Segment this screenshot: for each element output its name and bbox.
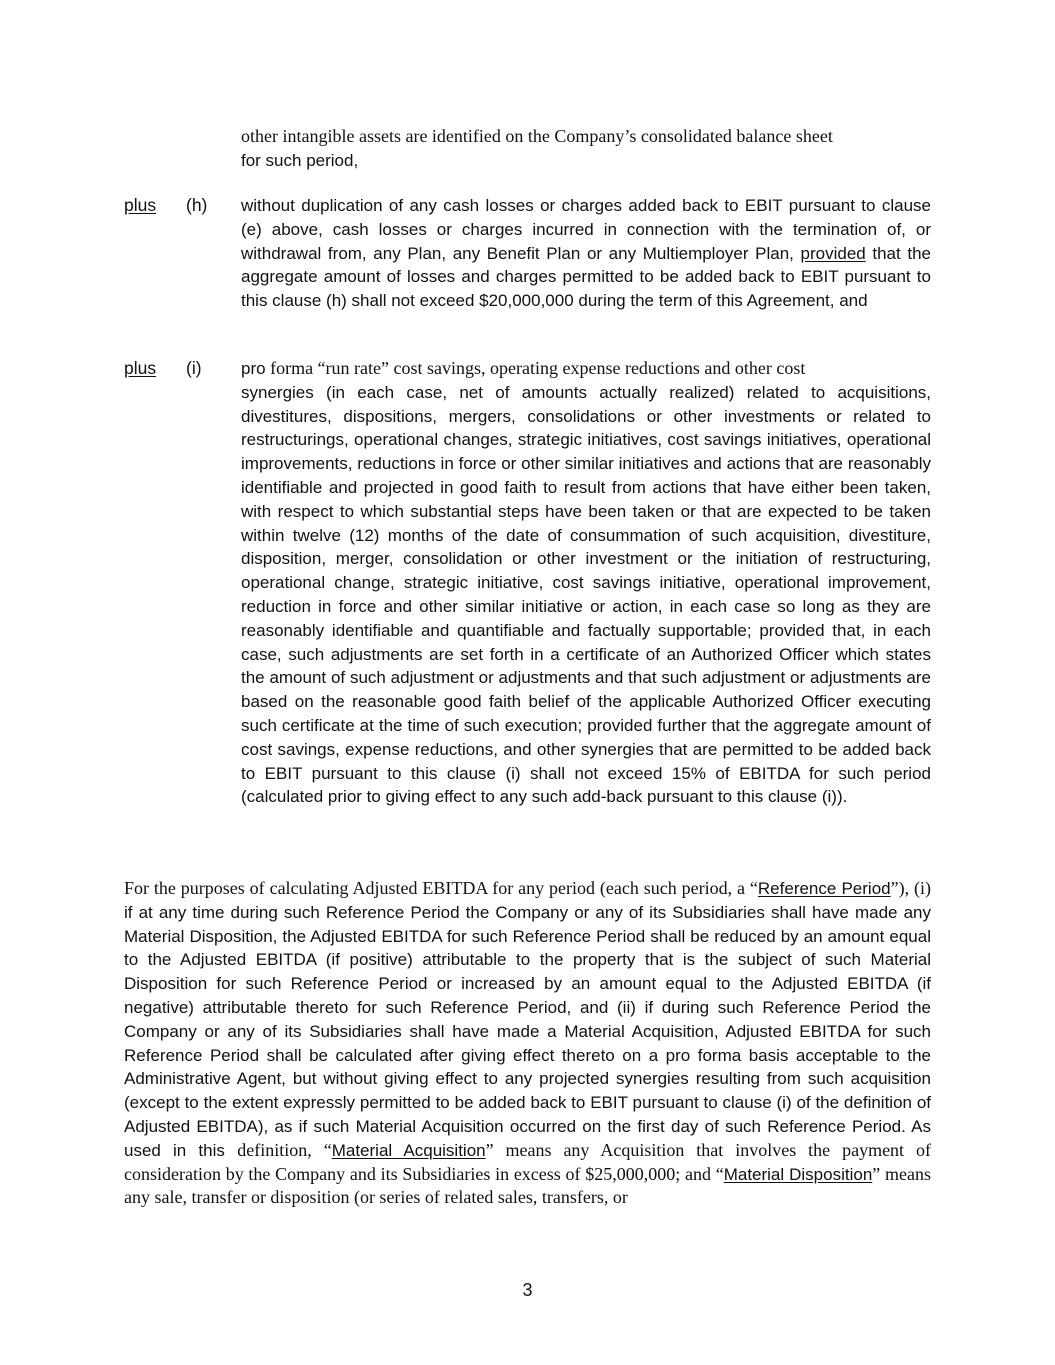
final-s2: ”), (i) (890, 878, 931, 898)
item-h-text-b: that the aggregate amount of losses and charges permitted to be added back to EBIT pursuant to this clause (h) shall not exceed $20,000,000 during the term of this Agreement, and (241, 243, 931, 311)
item-i-lead-serif: forma “run rate” cost savings, operating expense reductions and other cost (265, 358, 806, 378)
item-i-prefix: plus (124, 358, 157, 378)
material-disposition-term: Material Disposition (723, 1164, 873, 1184)
item-i-lead-sans: pro (241, 359, 266, 378)
continuation-serif-text: other intangible assets are identified on the Company’s consolidated balance sheet (241, 126, 833, 146)
final-s4: definition, “ (237, 1139, 332, 1160)
reference-period-paragraph (124, 877, 931, 1210)
reference-period-term: Reference Period (757, 879, 891, 898)
item-i-letter: (i) (186, 358, 202, 378)
continuation-paragraph (241, 125, 931, 173)
page-number: 3 (522, 1280, 533, 1300)
material-acquisition-term: Material Acquisition (331, 1140, 486, 1160)
item-h-letter: (h) (186, 195, 208, 215)
final-s3: if at any time during such Reference Period the Company or any of its Subsidiaries shall have made any Material Disposition, the Adjusted EBITDA for such Reference Period shall be reduced by an amount equal to the Adjusted EBITDA (if positive) attributable to the property that is the subject of such Material Disposition for such Reference Period or increased by an amount equal to the Adjusted EBITDA (if negative) attributable thereto for such Reference Period, and (ii) if during such Reference Period the Company or any of its Subsidiaries shall have made a Material Acquisition, Adjusted EBITDA for such Reference Period shall be calculated after giving effect thereto on a pro forma basis acceptable to the Administrative Agent, but without giving effect to any projected synergies resulting from such acquisition (except to the extent expressly permitted to be added back to EBIT pursuant to clause (i) of the definition of Adjusted EBITDA), as if such Material Acquisition occurred on the first day of such Reference Period. As used in this (124, 902, 931, 1160)
item-h-provided: provided (800, 243, 866, 263)
final-s1: For the purposes of calculating Adjusted EBITDA for any period (each such period, a “ (124, 878, 758, 898)
item-h-paragraph (241, 194, 931, 313)
item-i-paragraph (241, 357, 931, 809)
continuation-sans-text: for such period, (241, 150, 359, 170)
item-h-text-a: without duplication of any cash losses or charges added back to EBIT pursuant to clause (e) above, cash losses or charges incurred in connection with the termination of, or withdrawal from, any Plan, any Benefit Plan or any Multiemployer Plan, (241, 196, 931, 263)
item-i-text: synergies (in each case, net of amounts actually realized) related to acquisitions, divestitures, dispositions, mergers, consolidations or other investments or related to restructurings, operational changes, strategic initiatives, cost savings initiatives, operational improvements, reductions in force or other similar initiatives and actions that are reasonably identifiable and projected in good faith to result from actions that have either been taken, with respect to which substantial steps have been taken or that are expected to be taken within twelve (12) months of the date of consummation of such acquisition, divestiture, disposition, merger, consolidation or other investment or the initiation of restructuring, operational change, strategic initiative, cost savings initiative, operational improvement, reduction in force and other similar initiative or action, in each case so long as they are reasonably identifiable and quantifiable and factually supportable; provided that, in each case, such adjustments are set forth in a certificate of an Authorized Officer which states the amount of such adjustment or adjustments and that such adjustment or adjustments are based on the reasonable good faith belief of the applicable Authorized Officer executing such certificate at the time of such execution; provided further that the aggregate amount of cost savings, expense reductions, and other synergies that are permitted to be added back to EBIT pursuant to this clause (i) shall not exceed 15% of EBITDA for such period (calculated prior to giving effect to any such add-back pursuant to this clause (i)). (241, 382, 931, 807)
final-s5: ” means any Acquisition that involves the payment of consideration by the Company and its Subsidiaries in excess of $25,000,000; and “ (124, 1139, 931, 1184)
final-s6: ” means any sale, transfer or disposition (or series of related sales, transfers, or (124, 1163, 931, 1208)
item-h-prefix: plus (124, 195, 157, 215)
